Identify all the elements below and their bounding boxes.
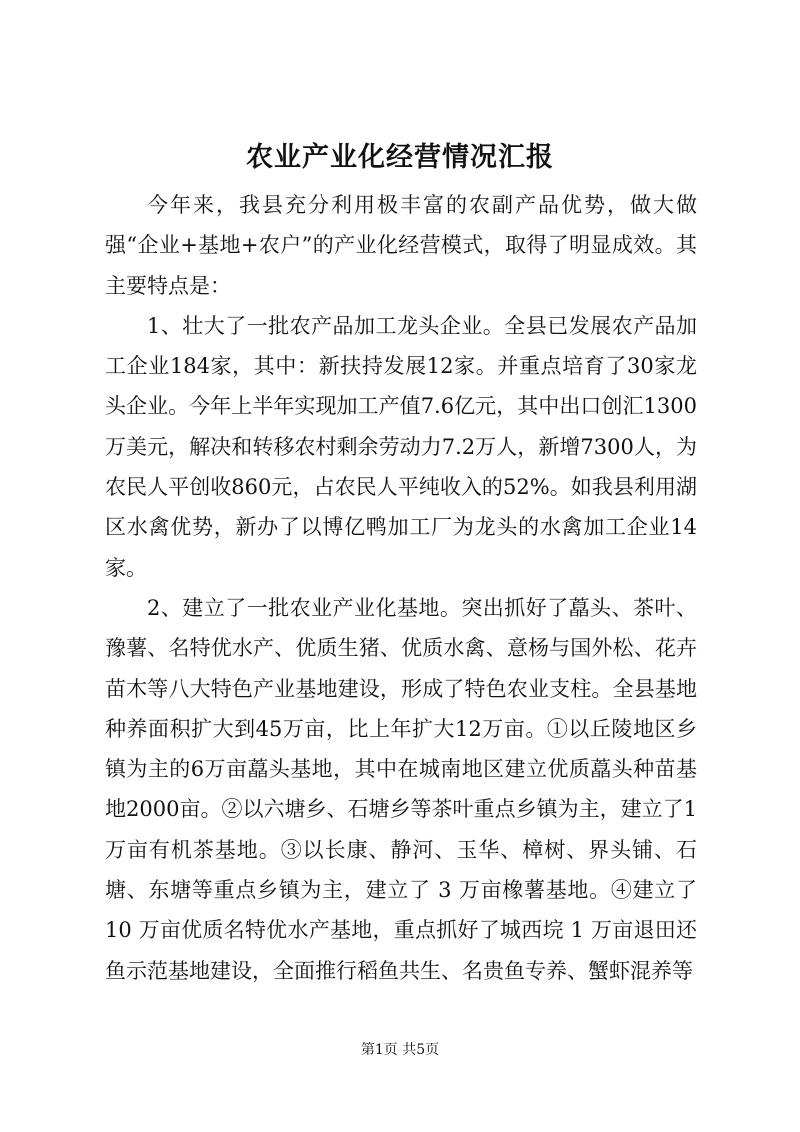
document-body bbox=[105, 185, 697, 991]
document-title: 农业产业化经营情况汇报 bbox=[246, 142, 554, 173]
paragraph-intro: 今年来，我县充分利用极丰富的农副产品优势，做大做强“企业+基地+农户”的产业化经营模式，取得了明显成效。其主要特点是： bbox=[105, 193, 697, 298]
page-footer: 第1页 共5页 bbox=[360, 1042, 440, 1058]
paragraph-point-2: 2、建立了一批农业产业化基地。突出抓好了藠头、茶叶、豫薯、名特优水产、优质生猪、优质水禽、意杨与国外松、花卉苗木等八大特色产业基地建设，形成了特色农业支柱。全县基地种养面积扩大到45万亩，比上年扩大12万亩。①以丘陵地区乡镇为主的6万亩藠头基地，其中在城南地区建立优质藠头种苗基地2000亩。②以六塘乡、石塘乡等茶叶重点乡镇为主，建立了1万亩有机茶基地。③以长康、静河、玉华、樟树、界头铺、石塘、东塘等重点乡镇为主，建立了 3 万亩橡薯基地。④建立了10 万亩优质名特优水产基地，重点抓好了城西垸 1 万亩退田还鱼示范基地建设，全面推行稻鱼共生、名贵鱼专养、蟹虾混养等 bbox=[105, 595, 697, 983]
paragraph-point-1: 1、壮大了一批农产品加工龙头企业。全县已发展农产品加工企业184家，其中：新扶持发展12家。并重点培育了30家龙头企业。今年上半年实现加工产值7.6亿元，其中出口创汇1300万美元，解决和转移农村剩余劳动力7.2万人，新增7300人，为农民人平创收860元，占农民人平纯收入的52%。如我县利用湖区水禽优势，新办了以博亿鸭加工厂为龙头的水禽加工企业14家。 bbox=[105, 313, 697, 580]
